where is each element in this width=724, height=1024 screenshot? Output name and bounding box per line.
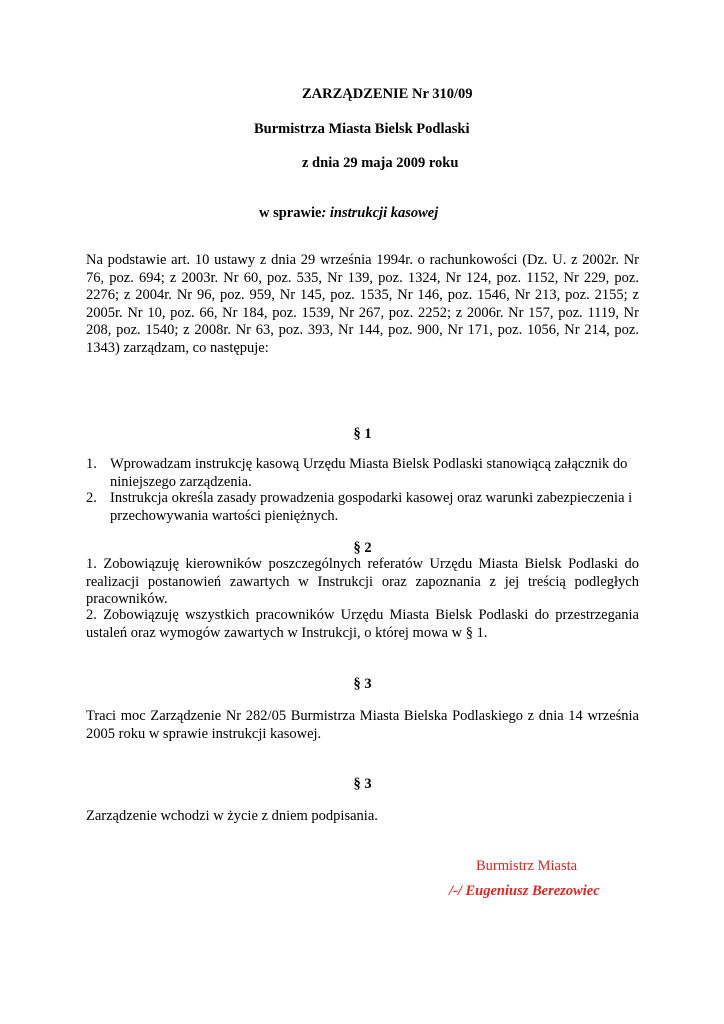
section-2-paragraph: 2. Zobowiązuję wszystkich pracowników Urzędu Miasta Bielsk Podlaski do przestrzegania ustaleń oraz wymogów zawartych w Instrukcji, o której mowa w § 1. [86,607,639,641]
item-text: Instrukcja określa zasady prowadzenia gospodarki kasowej oraz warunki zabezpieczenia i przechowywania wartości pieniężnych. [110,490,633,524]
subject-text: : instrukcji kasowej [321,205,439,221]
section-2-paragraph: 1. Zobowiązuję kierowników poszczególnych referatów Urzędu Miasta Bielsk Podlaski do realizacji postanowień zawartych w Instrukcji oraz zapoznania z jej treścią podległych pracowników. [86,556,639,607]
document-title: ZARZĄDZENIE Nr 310/09 [302,86,473,102]
section-4-text: Zarządzenie wchodzi w życie z dniem podpisania. [86,808,378,824]
item-number: 1. [86,456,97,472]
document-subject [259,205,438,222]
section-2-heading: § 2 [353,540,372,556]
signature-role: Burmistrz Miasta [476,858,578,874]
section-1-item [86,490,639,525]
document-issuer: Burmistrza Miasta Bielsk Podlaski [254,121,470,137]
subject-prefix: w sprawie [259,205,322,221]
item-text: Wprowadzam instrukcję kasową Urzędu Miasta Bielsk Podlaski stanowiącą załącznik do niniejszego zarządzenia. [110,456,628,490]
section-1-heading: § 1 [353,426,372,442]
preamble: Na podstawie art. 10 ustawy z dnia 29 września 1994r. o rachunkowości (Dz. U. z 2002r. Nr 76, poz. 694; z 2003r. Nr 60, poz. 535, Nr 139, poz. 1324, Nr 124, poz. 1152, Nr 229, poz. 2276; z 2004r. Nr 96, poz. 959, Nr 145, poz. 1535, Nr 146, poz. 1546, Nr 213, poz. 2155; z 2005r. Nr 10, poz. 66, Nr 184, poz. 1539, Nr 267, poz. 2252; z 2006r. Nr 157, poz. 1119, Nr 208, poz. 1540; z 2008r. Nr 63, poz. 393, Nr 144, poz. 900, Nr 171, poz. 1056, Nr 214, poz. 1343) zarządzam, co następuje: [86,252,639,356]
section-3-text: Traci moc Zarządzenie Nr 282/05 Burmistrza Miasta Bielska Podlaskiego z dnia 14 września 2005 roku w sprawie instrukcji kasowej. [86,708,639,742]
section-1-item [86,456,639,491]
section-3-heading: § 3 [353,676,372,692]
signature-name: /-/ Eugeniusz Berezowiec [449,883,600,899]
document-date: z dnia 29 maja 2009 roku [302,155,459,171]
item-number: 2. [86,490,97,506]
section-4-heading: § 3 [353,776,372,792]
